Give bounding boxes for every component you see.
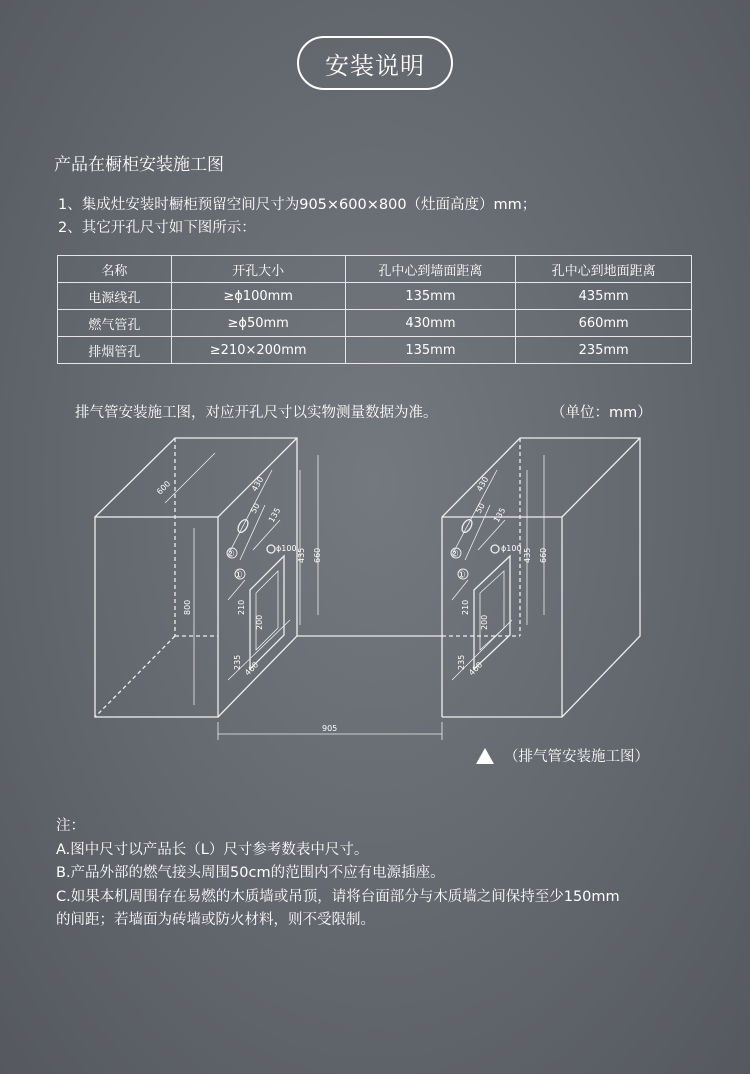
- label-660: 660: [539, 547, 548, 563]
- unit-label: （单位：mm）: [551, 405, 652, 421]
- drawing-caption: [476, 745, 649, 766]
- table-cell: 燃气管孔: [58, 310, 172, 337]
- table-header-row: [58, 256, 692, 283]
- triangle-up-icon: [476, 748, 494, 764]
- mark-1: ①: [457, 570, 466, 581]
- table-header-cell: 名称: [58, 256, 172, 283]
- table-cell: 135mm: [345, 283, 516, 310]
- mark-2: ②: [226, 549, 235, 560]
- page-title: 安装说明: [297, 36, 453, 90]
- note-b: B.产品外部的燃气接头周围50cm的范围内不应有电源插座。: [56, 865, 445, 881]
- section-heading: 产品在橱柜安装施工图: [54, 155, 224, 175]
- intro-line-1: 1、集成灶安装时橱柜预留空间尺寸为905×600×800（灶面高度）mm；: [58, 197, 537, 213]
- label-430: 430: [249, 475, 266, 493]
- table-cell: 660mm: [516, 310, 692, 337]
- caption-text: （排气管安装施工图）: [504, 749, 649, 765]
- label-235: 235: [457, 654, 466, 670]
- table-header-cell: 开孔大小: [171, 256, 345, 283]
- table-cell: 435mm: [516, 283, 692, 310]
- table-cell: ≥ϕ50mm: [171, 310, 345, 337]
- table-cell: 235mm: [516, 337, 692, 364]
- table-cell: ≥210×200mm: [171, 337, 345, 364]
- label-435: 435: [523, 547, 532, 563]
- mark-1: ①: [234, 570, 243, 581]
- table-header-cell: 孔中心到地面距离: [516, 256, 692, 283]
- label-50: 50: [473, 501, 487, 515]
- label-460: 460: [243, 660, 261, 678]
- label-235: 235: [233, 654, 242, 670]
- note-c: C.如果本机周围存在易燃的木质墙或吊顶，请将台面部分与木质墙之间保持至少150mm: [56, 888, 620, 905]
- label-430: 430: [474, 475, 491, 493]
- label-660: 660: [313, 547, 322, 563]
- mark-2: ②: [450, 549, 459, 560]
- label-135: 135: [266, 506, 283, 524]
- notes-label: 注：: [56, 818, 85, 834]
- hole-spec-table: [57, 255, 692, 364]
- label-800: 800: [183, 599, 192, 615]
- table-header-cell: 孔中心到墙面距离: [345, 256, 516, 283]
- drawing-note: 排气管安装施工图，对应开孔尺寸以实物测量数据为准。: [75, 405, 438, 421]
- intro-line-2: 2、其它开孔尺寸如下图所示：: [58, 220, 256, 236]
- table-cell: 排烟管孔: [58, 337, 172, 364]
- label-200: 200: [255, 614, 264, 630]
- label-phi100: ϕ100: [276, 544, 297, 553]
- label-460: 460: [467, 660, 485, 678]
- installation-drawing: [0, 425, 750, 745]
- table-cell: 电源线孔: [58, 283, 172, 310]
- label-210: 210: [461, 599, 470, 615]
- label-135: 135: [491, 506, 508, 524]
- left-cabinet: [95, 438, 318, 717]
- label-210: 210: [237, 599, 246, 615]
- note-c-continued: 的间距；若墙面为砖墙或防火材料，则不受限制。: [56, 912, 375, 928]
- notes-section: [56, 815, 620, 933]
- label-phi100: ϕ100: [501, 544, 522, 553]
- table-row: [58, 337, 692, 364]
- label-435: 435: [297, 547, 306, 563]
- label-600: 600: [155, 479, 173, 497]
- table-row: [58, 310, 692, 337]
- table-cell: 135mm: [345, 337, 516, 364]
- note-a: A.图中尺寸以产品长（L）尺寸参考数表中尺寸。: [56, 841, 369, 858]
- label-50: 50: [248, 501, 262, 515]
- label-200: 200: [480, 614, 489, 630]
- table-row: [58, 283, 692, 310]
- table-cell: ≥ϕ100mm: [171, 283, 345, 310]
- table-cell: 430mm: [345, 310, 516, 337]
- label-905: 905: [322, 724, 338, 733]
